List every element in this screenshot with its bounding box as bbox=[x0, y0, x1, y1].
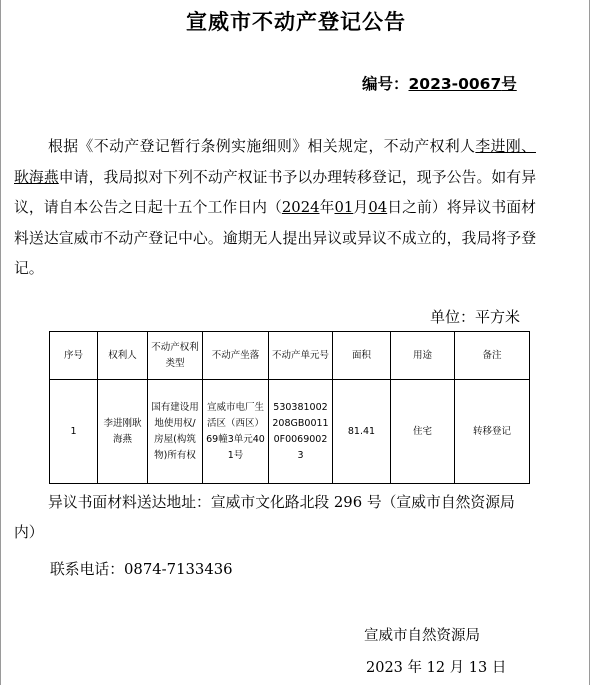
cell-area: 81.41 bbox=[333, 380, 391, 484]
cell-unit-number: 530381002208GB00110F00690023 bbox=[269, 380, 333, 484]
column-header: 不动产单元号 bbox=[269, 332, 333, 380]
contact-phone bbox=[50, 558, 233, 579]
table-header-row bbox=[50, 332, 530, 380]
column-header: 不动产权利类型 bbox=[148, 332, 203, 380]
issuer-name: 宣威市自然资源局 bbox=[364, 628, 480, 644]
document-number-value: 2023-0067 bbox=[408, 75, 502, 93]
objection-address bbox=[14, 488, 536, 548]
address-label: 异议书面材料送达地址： bbox=[48, 494, 211, 511]
document-number bbox=[362, 72, 517, 94]
document-number-suffix: 号 bbox=[501, 75, 517, 93]
table-row bbox=[50, 380, 530, 484]
page-left-border bbox=[0, 0, 1, 685]
notice-text-3: 年 bbox=[319, 199, 335, 216]
phone-label: 联系电话： bbox=[50, 561, 124, 578]
column-header: 权利人 bbox=[98, 332, 148, 380]
applicant-names: 李进刚、耿海燕 bbox=[14, 138, 536, 186]
column-header: 面积 bbox=[333, 332, 391, 380]
document-number-label: 编号： bbox=[362, 75, 409, 93]
notice-text-1: 根据《不动产登记暂行条例实施细则》相关规定，不动产权利人 bbox=[48, 138, 476, 155]
column-header: 不动产坐落 bbox=[203, 332, 269, 380]
deadline-month: 01 bbox=[334, 199, 354, 216]
cell-location: 宣威市电厂生活区（西区）69幢3单元401号 bbox=[203, 380, 269, 484]
cell-index: 1 bbox=[50, 380, 98, 484]
objection-address-line bbox=[14, 488, 536, 548]
column-header: 用途 bbox=[391, 332, 455, 380]
cell-owner: 李进刚耿海燕 bbox=[98, 380, 148, 484]
notice-paragraph bbox=[14, 132, 536, 285]
deadline-year: 2024 bbox=[281, 199, 320, 216]
issue-date: 2023 年 12 月 13 日 bbox=[366, 660, 507, 676]
cell-remark: 转移登记 bbox=[455, 380, 530, 484]
notice-text-5: 日之前）将异议书面材料送达宣威市不动产登记中心。逾期无人提出异议或异议不成立的，我局将予登记。 bbox=[14, 199, 536, 277]
page-title: 宣威市不动产登记公告 bbox=[186, 10, 406, 34]
page-right-border bbox=[589, 0, 590, 685]
unit-label: 单位：平方米 bbox=[430, 308, 521, 326]
deadline-day: 04 bbox=[368, 199, 388, 216]
notice-text-2: 申请，我局拟对下列不动产权证书予以办理转移登记，现予公告。如有异议，请自本公告之日起十五个工作日内（ bbox=[14, 168, 536, 216]
notice-text-4: 月 bbox=[353, 199, 369, 216]
address-value: 宣威市文化路北段 296 号（宣威市自然资源局内） bbox=[14, 494, 515, 541]
property-table bbox=[49, 331, 530, 484]
column-header: 备注 bbox=[455, 332, 530, 380]
phone-value: 0874-7133436 bbox=[124, 561, 233, 578]
column-header: 序号 bbox=[50, 332, 98, 380]
cell-right-type: 国有建设用地使用权/房屋(构筑物)所有权 bbox=[148, 380, 203, 484]
cell-usage: 住宅 bbox=[391, 380, 455, 484]
notice-body bbox=[14, 132, 536, 285]
